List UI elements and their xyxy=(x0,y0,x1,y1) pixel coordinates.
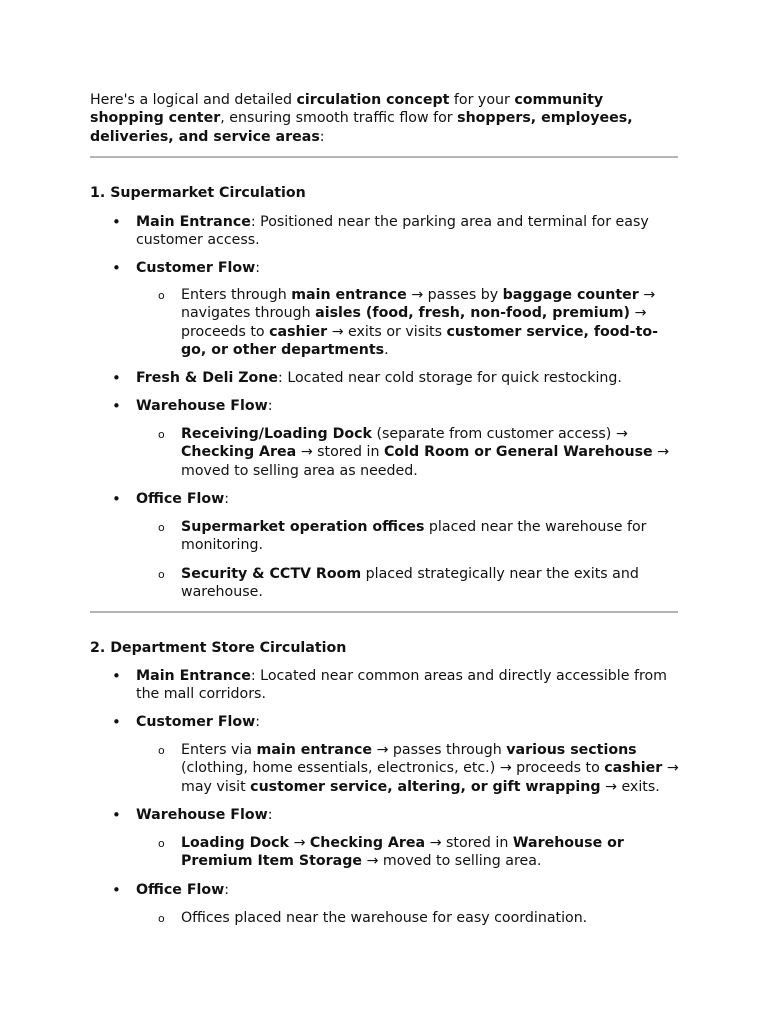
list-item: Fresh & Deli Zone: Located near cold storage for quick restocking. xyxy=(136,370,622,386)
list-item: Warehouse Flow: xyxy=(136,807,273,823)
section-heading-department-store: 2. Department Store Circulation xyxy=(90,640,347,656)
sub-list-item: Enters through main entrance → passes by baggage counter → navigates through aisles (food, fresh, non-food, premium) → proceeds to cashier → exits or visits customer service, food-to-go, or other departments. xyxy=(181,287,658,358)
horizontal-divider xyxy=(90,156,678,158)
list-item: Customer Flow: xyxy=(136,260,261,276)
section-heading-supermarket: 1. Supermarket Circulation xyxy=(90,185,306,201)
sub-list-item: Loading Dock → Checking Area → stored in Warehouse or Premium Item Storage → moved to selling area. xyxy=(181,835,624,870)
intro-bold-text: shoppers, employees, deliveries, and service areas xyxy=(90,110,633,145)
horizontal-divider xyxy=(90,611,678,613)
intro-bold-text: circulation concept xyxy=(296,92,450,108)
intro-bold-text: community shopping center xyxy=(90,92,604,127)
bullet-circle-icon: o xyxy=(158,289,165,302)
bullet-circle-icon: o xyxy=(158,568,165,581)
intro-text: Here's a logical and detailed xyxy=(90,92,297,108)
bullet-disc-icon: • xyxy=(112,397,121,415)
sub-list-item: Enters via main entrance → passes through various sections (clothing, home essentials, electronics, etc.) → proceeds to cashier → may visit customer service, altering, or gift wrapping → exits. xyxy=(181,742,679,795)
bullet-disc-icon: • xyxy=(112,713,121,731)
bullet-circle-icon: o xyxy=(158,428,165,441)
sub-list-item: Receiving/Loading Dock (separate from customer access) → Checking Area → stored in Cold Room or General Warehouse → moved to selling area as needed. xyxy=(181,426,670,479)
bullet-circle-icon: o xyxy=(158,521,165,534)
list-item: Main Entrance: Positioned near the parking area and terminal for easy customer access. xyxy=(136,214,649,249)
intro-paragraph xyxy=(90,91,680,146)
bullet-disc-icon: • xyxy=(112,369,121,387)
bullet-circle-icon: o xyxy=(158,744,165,757)
bullet-disc-icon: • xyxy=(112,806,121,824)
list-item: Customer Flow: xyxy=(136,714,261,730)
sub-list-item: Security & CCTV Room placed strategically near the exits and warehouse. xyxy=(181,566,639,601)
list-item: Office Flow: xyxy=(136,882,230,898)
intro-text: : xyxy=(319,128,325,145)
bullet-circle-icon: o xyxy=(158,837,165,850)
intro-text: for your xyxy=(449,92,515,108)
bullet-circle-icon: o xyxy=(158,912,165,925)
bullet-disc-icon: • xyxy=(112,881,121,899)
bullet-disc-icon: • xyxy=(112,667,121,685)
bullet-disc-icon: • xyxy=(112,490,121,508)
list-item: Warehouse Flow: xyxy=(136,398,273,414)
list-item: Office Flow: xyxy=(136,491,230,507)
list-item: Main Entrance: Located near common areas and directly accessible from the mall corridors. xyxy=(136,668,667,703)
sub-list-item: Supermarket operation offices placed near the warehouse for monitoring. xyxy=(181,519,647,554)
bullet-disc-icon: • xyxy=(112,213,121,231)
sub-list-item: Offices placed near the warehouse for easy coordination. xyxy=(181,910,588,926)
bullet-disc-icon: • xyxy=(112,259,121,277)
intro-text: , ensuring smooth traffic flow for xyxy=(220,110,458,127)
